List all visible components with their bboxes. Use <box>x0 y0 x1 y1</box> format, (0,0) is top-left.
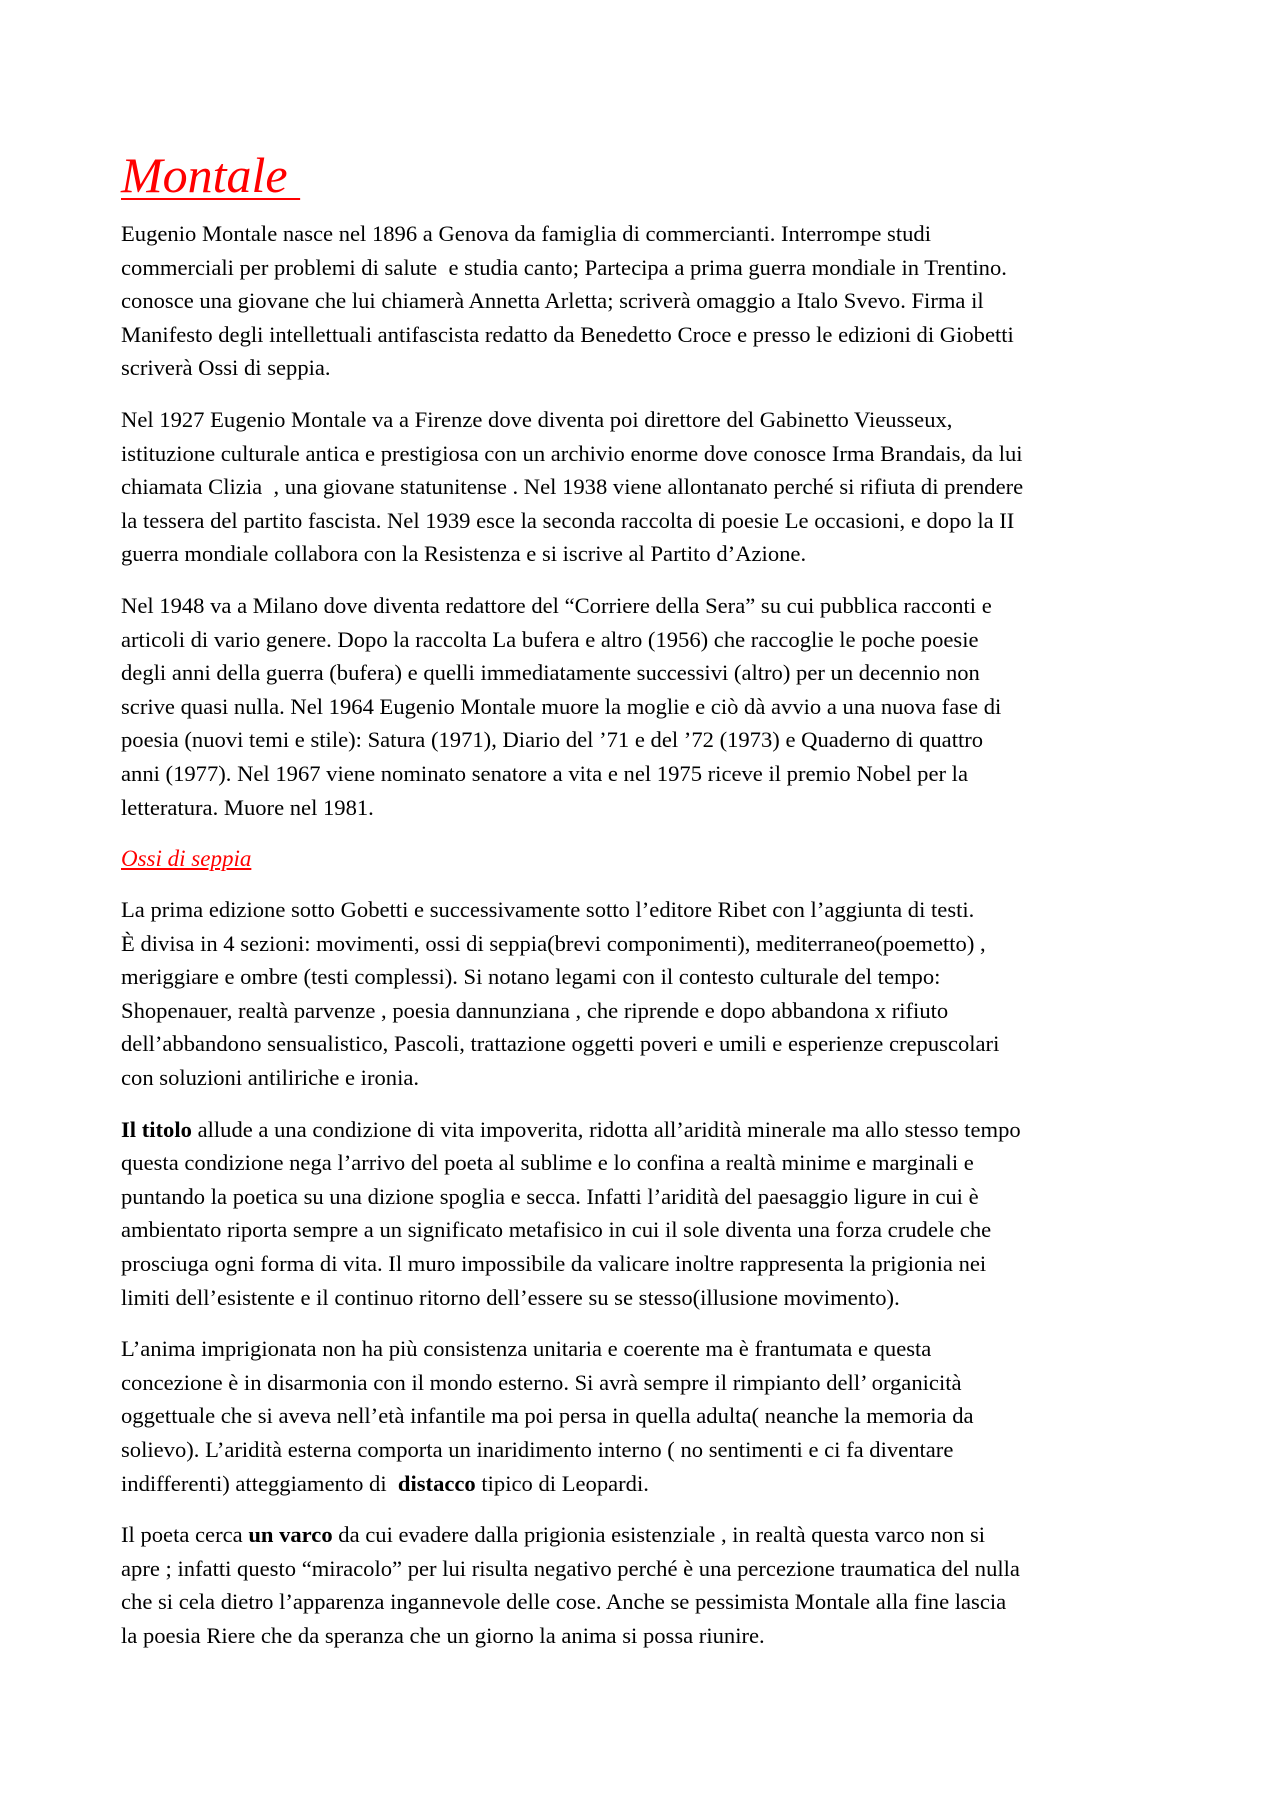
text-fragment: allude a una condizione di vita impoverita, ridotta all’aridità minerale ma allo stesso tempo <box>191 1116 1021 1142</box>
text-line: che si cela dietro l’apparenza ingannevole delle cose. Anche se pessimista Montale alla fine lascia <box>121 1589 1007 1615</box>
text-line: meriggiare e ombre (testi complessi). Si notano legami con il contesto culturale del tempo: <box>121 964 941 990</box>
section-heading-ossi-di-seppia: Ossi di seppia <box>121 846 252 872</box>
bold-term-distacco: distacco <box>397 1470 476 1496</box>
page-title: Montale <box>121 147 301 203</box>
bold-term-varco: un varco <box>248 1522 333 1548</box>
text-line <box>121 1467 1171 1501</box>
text-fragment: indifferenti) atteggiamento di <box>121 1470 398 1496</box>
text-line: letteratura. Muore nel 1981. <box>121 794 374 820</box>
text-line: oggettuale che si aveva nell’età infantile ma poi persa in quella adulta( neanche la memoria da <box>121 1403 974 1429</box>
text-line: con soluzioni antiliriche e ironia. <box>121 1065 420 1091</box>
text-line: scrive quasi nulla. Nel 1964 Eugenio Montale muore la moglie e ciò dà avvio a una nuova fase di <box>121 693 1002 719</box>
text-fragment: Il poeta cerca <box>121 1522 249 1548</box>
text-line: concezione è in disarmonia con il mondo esterno. Si avrà sempre il rimpianto dell’ organicità <box>121 1369 962 1395</box>
text-line: articoli di vario genere. Dopo la raccolta La bufera e altro (1956) che raccoglie le poche poesie <box>121 626 979 652</box>
text-line: Nel 1927 Eugenio Montale va a Firenze dove diventa poi direttore del Gabinetto Vieusseux, <box>121 406 953 432</box>
paragraph-biography-3 <box>121 589 1171 824</box>
text-fragment: da cui evadere dalla prigionia esistenziale , in realtà questa varco non si <box>332 1522 986 1548</box>
text-line: L’anima imprigionata non ha più consistenza unitaria e coerente ma è frantumata e questa <box>121 1336 932 1362</box>
paragraph-ossi-edition <box>121 893 1171 1095</box>
text-line: istituzione culturale antica e prestigiosa con un archivio enorme dove conosce Irma Brandais, da lui <box>121 440 1023 466</box>
text-line <box>121 1518 1171 1552</box>
text-line: questa condizione nega l’arrivo del poeta al sublime e lo confina a realtà minime e marginali e <box>121 1150 974 1176</box>
text-line: Manifesto degli intellettuali antifascista redatto da Benedetto Croce e presso le edizioni di Giobetti <box>121 321 1014 347</box>
text-line: anni (1977). Nel 1967 viene nominato senatore a vita e nel 1975 riceve il premio Nobel per la <box>121 760 968 786</box>
text-line: ambientato riporta sempre a un significato metafisico in cui il sole diventa una forza crudele che <box>121 1217 992 1243</box>
text-line: apre ; infatti questo “miracolo” per lui risulta negativo perché è una percezione traumatica del nulla <box>121 1555 1020 1581</box>
text-line <box>121 1113 1171 1147</box>
paragraph-biography-2 <box>121 403 1171 571</box>
text-line: chiamata Clizia , una giovane statunitense . Nel 1938 viene allontanato perché si rifiuta di prendere <box>121 474 1024 500</box>
paragraph-biography-1 <box>121 217 1171 385</box>
paragraph-anima <box>121 1332 1171 1500</box>
text-line: Eugenio Montale nasce nel 1896 a Genova da famiglia di commercianti. Interrompe studi <box>121 221 931 246</box>
document-page <box>121 145 1171 1671</box>
text-line: solievo). L’aridità esterna comporta un inaridimento interno ( no sentimenti e ci fa diventare <box>121 1437 954 1462</box>
text-line: la poesia Riere che da speranza che un giorno la anima si possa riunire. <box>121 1622 765 1648</box>
text-line: puntando la poetica su una dizione spoglia e secca. Infatti l’aridità del paesaggio ligure in cui è <box>121 1183 979 1209</box>
text-line: dell’abbandono sensualistico, Pascoli, trattazione oggetti poveri e umili e esperienze crepuscolari <box>121 1031 1000 1057</box>
paragraph-varco <box>121 1518 1171 1652</box>
text-line: degli anni della guerra (bufera) e quelli immediatamente successivi (altro) per un decennio non <box>121 660 980 686</box>
text-line: guerra mondiale collabora con la Resistenza e si iscrive al Partito d’Azione. <box>121 541 807 567</box>
bold-term-titolo: Il titolo <box>121 1116 192 1142</box>
text-line: Shopenauer, realtà parvenze , poesia dannunziana , che riprende e dopo abbandona x rifiuto <box>121 997 949 1023</box>
text-line: poesia (nuovi temi e stile): Satura (1971), Diario del ’71 e del ’72 (1973) e Quaderno di quattro <box>121 727 984 753</box>
text-line: Nel 1948 va a Milano dove diventa redattore del “Corriere della Sera” su cui pubblica racconti e <box>121 592 992 618</box>
paragraph-titolo <box>121 1113 1171 1315</box>
text-line: limiti dell’esistente e il continuo ritorno dell’essere su se stesso(illusione movimento). <box>121 1284 900 1310</box>
text-line: È divisa in 4 sezioni: movimenti, ossi di seppia(brevi componimenti), mediterraneo(poemetto) , <box>121 930 986 956</box>
text-line: scriverà Ossi di seppia. <box>121 355 331 381</box>
text-line: la tessera del partito fascista. Nel 1939 esce la seconda raccolta di poesie Le occasioni, e dopo la II <box>121 507 1015 533</box>
text-line: prosciuga ogni forma di vita. Il muro impossibile da valicare inoltre rappresenta la prigionia nei <box>121 1251 987 1277</box>
text-line: La prima edizione sotto Gobetti e successivamente sotto l’editore Ribet con l’aggiunta di testi. <box>121 897 975 923</box>
text-line: commerciali per problemi di salute e studia canto; Partecipa a prima guerra mondiale in Trentino. <box>121 254 1007 280</box>
text-line: conosce una giovane che lui chiamerà Annetta Arletta; scriverà omaggio a Italo Svevo. Firma il <box>121 288 984 314</box>
text-fragment: tipico di Leopardi. <box>475 1470 649 1496</box>
